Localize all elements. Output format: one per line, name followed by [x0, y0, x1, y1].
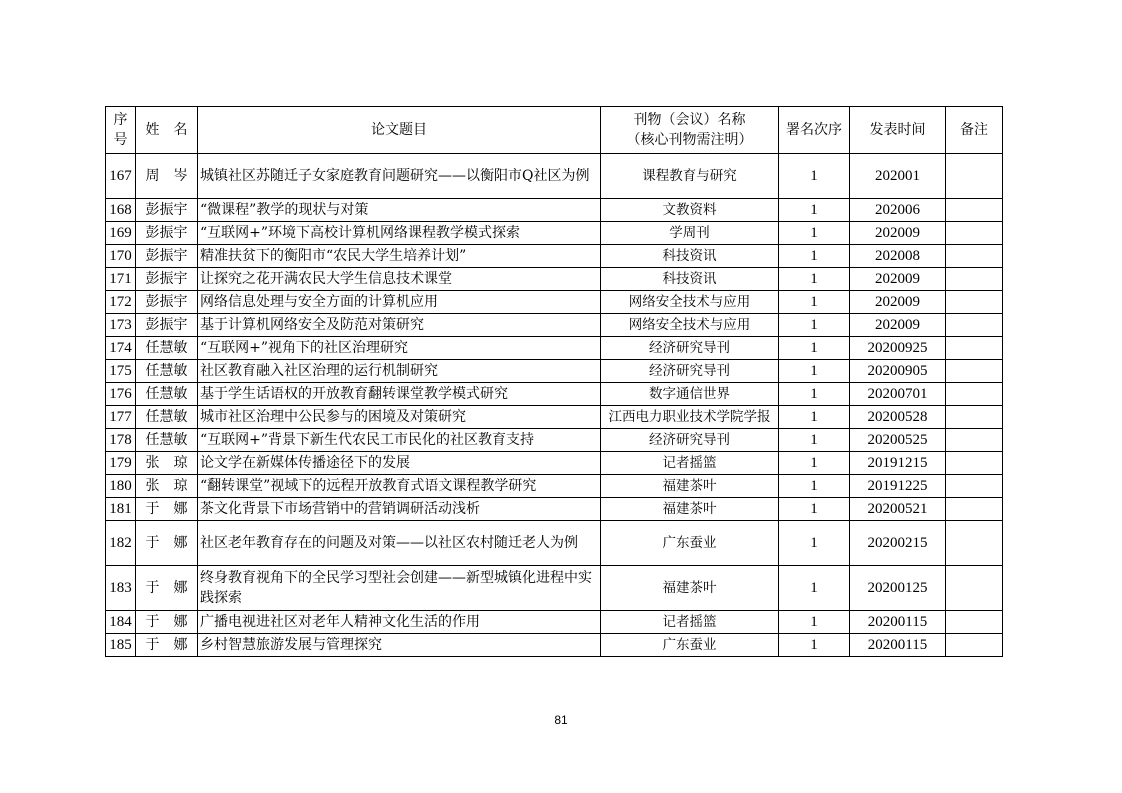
cell-journal: 记者摇篮	[601, 611, 779, 634]
cell-date: 20191225	[850, 475, 946, 498]
cell-title: 茶文化背景下市场营销中的营销调研活动浅析	[198, 498, 601, 521]
cell-date: 202009	[850, 222, 946, 245]
cell-name: 于 娜	[136, 566, 198, 611]
cell-name: 张 琼	[136, 452, 198, 475]
cell-seq: 178	[106, 429, 136, 452]
cell-order: 1	[779, 429, 850, 452]
cell-remark	[946, 498, 1003, 521]
cell-remark	[946, 291, 1003, 314]
cell-title: 广播电视进社区对老年人精神文化生活的作用	[198, 611, 601, 634]
cell-seq: 177	[106, 406, 136, 429]
header-name: 姓 名	[136, 107, 198, 154]
cell-title: “互联网+”环境下高校计算机网络课程教学模式探索	[198, 222, 601, 245]
cell-seq: 173	[106, 314, 136, 337]
header-title: 论文题目	[198, 107, 601, 154]
cell-name: 彭振宇	[136, 268, 198, 291]
cell-date: 20200905	[850, 360, 946, 383]
cell-journal: 经济研究导刊	[601, 360, 779, 383]
cell-order: 1	[779, 634, 850, 657]
cell-remark	[946, 521, 1003, 566]
header-seq: 序号	[106, 107, 136, 154]
table-row	[106, 314, 1003, 337]
cell-name: 任慧敏	[136, 406, 198, 429]
header-row	[106, 107, 1003, 154]
cell-seq: 168	[106, 199, 136, 222]
cell-date: 202009	[850, 314, 946, 337]
cell-journal: 广东蚕业	[601, 634, 779, 657]
cell-title: 网络信息处理与安全方面的计算机应用	[198, 291, 601, 314]
cell-name: 彭振宇	[136, 245, 198, 268]
cell-order: 1	[779, 291, 850, 314]
cell-date: 20200925	[850, 337, 946, 360]
cell-order: 1	[779, 406, 850, 429]
cell-date: 20200215	[850, 521, 946, 566]
header-order: 署名次序	[779, 107, 850, 154]
table-row	[106, 360, 1003, 383]
cell-journal: 网络安全技术与应用	[601, 314, 779, 337]
cell-name: 张 琼	[136, 475, 198, 498]
cell-remark	[946, 337, 1003, 360]
cell-journal: 广东蚕业	[601, 521, 779, 566]
cell-date: 20200525	[850, 429, 946, 452]
cell-seq: 167	[106, 154, 136, 199]
cell-journal: 福建茶叶	[601, 566, 779, 611]
cell-order: 1	[779, 199, 850, 222]
table-row	[106, 452, 1003, 475]
cell-journal: 学周刊	[601, 222, 779, 245]
header-journal-line1: 刊物（会议）名称	[633, 112, 746, 128]
cell-order: 1	[779, 222, 850, 245]
cell-order: 1	[779, 314, 850, 337]
table-row	[106, 634, 1003, 657]
cell-journal: 科技资讯	[601, 268, 779, 291]
cell-seq: 176	[106, 383, 136, 406]
table-row	[106, 245, 1003, 268]
cell-remark	[946, 154, 1003, 199]
cell-remark	[946, 475, 1003, 498]
cell-journal: 经济研究导刊	[601, 429, 779, 452]
cell-remark	[946, 199, 1003, 222]
cell-order: 1	[779, 452, 850, 475]
cell-order: 1	[779, 360, 850, 383]
cell-name: 周 岑	[136, 154, 198, 199]
cell-journal: 网络安全技术与应用	[601, 291, 779, 314]
cell-name: 任慧敏	[136, 383, 198, 406]
cell-order: 1	[779, 383, 850, 406]
cell-name: 任慧敏	[136, 337, 198, 360]
cell-journal: 文教资料	[601, 199, 779, 222]
table-row	[106, 291, 1003, 314]
cell-date: 20200521	[850, 498, 946, 521]
cell-date: 20200115	[850, 611, 946, 634]
table-row	[106, 199, 1003, 222]
cell-title: “互联网+”背景下新生代农民工市民化的社区教育支持	[198, 429, 601, 452]
cell-order: 1	[779, 611, 850, 634]
cell-journal: 福建茶叶	[601, 475, 779, 498]
cell-remark	[946, 429, 1003, 452]
table-row	[106, 611, 1003, 634]
cell-seq: 181	[106, 498, 136, 521]
cell-title: 论文学在新媒体传播途径下的发展	[198, 452, 601, 475]
table-row	[106, 429, 1003, 452]
cell-date: 20200528	[850, 406, 946, 429]
cell-order: 1	[779, 245, 850, 268]
cell-seq: 174	[106, 337, 136, 360]
table-row	[106, 154, 1003, 199]
cell-seq: 169	[106, 222, 136, 245]
cell-seq: 172	[106, 291, 136, 314]
cell-seq: 171	[106, 268, 136, 291]
cell-date: 202008	[850, 245, 946, 268]
cell-remark	[946, 222, 1003, 245]
cell-journal: 经济研究导刊	[601, 337, 779, 360]
cell-seq: 179	[106, 452, 136, 475]
cell-remark	[946, 314, 1003, 337]
cell-order: 1	[779, 337, 850, 360]
cell-journal: 科技资讯	[601, 245, 779, 268]
cell-seq: 185	[106, 634, 136, 657]
table-row	[106, 383, 1003, 406]
cell-date: 20191215	[850, 452, 946, 475]
cell-name: 彭振宇	[136, 199, 198, 222]
cell-journal: 数字通信世界	[601, 383, 779, 406]
cell-title: “翻转课堂”视域下的远程开放教育式语文课程教学研究	[198, 475, 601, 498]
page-number: 81	[554, 713, 568, 727]
cell-name: 于 娜	[136, 521, 198, 566]
cell-date: 202009	[850, 291, 946, 314]
header-remark: 备注	[946, 107, 1003, 154]
cell-title: 城市社区治理中公民参与的困境及对策研究	[198, 406, 601, 429]
cell-title: 社区老年教育存在的问题及对策——以社区农村随迁老人为例	[198, 521, 601, 566]
cell-seq: 182	[106, 521, 136, 566]
papers-table	[105, 106, 1003, 657]
header-journal-line2: （核心刊物需注明）	[626, 132, 753, 148]
header-journal	[601, 107, 779, 154]
cell-order: 1	[779, 566, 850, 611]
cell-remark	[946, 360, 1003, 383]
table-row	[106, 337, 1003, 360]
cell-seq: 183	[106, 566, 136, 611]
table-row	[106, 521, 1003, 566]
cell-title: 社区教育融入社区治理的运行机制研究	[198, 360, 601, 383]
cell-title: 精准扶贫下的衡阳市“农民大学生培养计划”	[198, 245, 601, 268]
cell-remark	[946, 611, 1003, 634]
cell-title: 让探究之花开满农民大学生信息技术课堂	[198, 268, 601, 291]
cell-remark	[946, 383, 1003, 406]
cell-remark	[946, 566, 1003, 611]
cell-title: 终身教育视角下的全民学习型社会创建——新型城镇化进程中实践探索	[198, 566, 601, 611]
cell-name: 彭振宇	[136, 222, 198, 245]
cell-order: 1	[779, 475, 850, 498]
table-row	[106, 498, 1003, 521]
cell-title: 乡村智慧旅游发展与管理探究	[198, 634, 601, 657]
table-row	[106, 268, 1003, 291]
header-date: 发表时间	[850, 107, 946, 154]
cell-name: 于 娜	[136, 634, 198, 657]
cell-date: 202006	[850, 199, 946, 222]
cell-seq: 180	[106, 475, 136, 498]
cell-journal: 福建茶叶	[601, 498, 779, 521]
cell-name: 彭振宇	[136, 291, 198, 314]
cell-name: 任慧敏	[136, 429, 198, 452]
cell-title: “互联网+”视角下的社区治理研究	[198, 337, 601, 360]
cell-seq: 170	[106, 245, 136, 268]
table-row	[106, 222, 1003, 245]
cell-date: 20200701	[850, 383, 946, 406]
cell-seq: 175	[106, 360, 136, 383]
cell-journal: 课程教育与研究	[601, 154, 779, 199]
cell-date: 202009	[850, 268, 946, 291]
cell-title: 城镇社区苏随迁子女家庭教育问题研究——以衡阳市Q社区为例	[198, 154, 601, 199]
cell-seq: 184	[106, 611, 136, 634]
cell-remark	[946, 245, 1003, 268]
cell-order: 1	[779, 521, 850, 566]
table-row	[106, 475, 1003, 498]
table-row	[106, 406, 1003, 429]
cell-name: 任慧敏	[136, 360, 198, 383]
cell-date: 202001	[850, 154, 946, 199]
cell-name: 彭振宇	[136, 314, 198, 337]
cell-remark	[946, 452, 1003, 475]
cell-title: 基于计算机网络安全及防范对策研究	[198, 314, 601, 337]
cell-date: 20200115	[850, 634, 946, 657]
cell-remark	[946, 634, 1003, 657]
cell-name: 于 娜	[136, 611, 198, 634]
cell-order: 1	[779, 268, 850, 291]
cell-remark	[946, 406, 1003, 429]
cell-remark	[946, 268, 1003, 291]
cell-order: 1	[779, 154, 850, 199]
cell-journal: 江西电力职业技术学院学报	[601, 406, 779, 429]
cell-name: 于 娜	[136, 498, 198, 521]
cell-journal: 记者摇篮	[601, 452, 779, 475]
cell-order: 1	[779, 498, 850, 521]
cell-title: “微课程”教学的现状与对策	[198, 199, 601, 222]
cell-title: 基于学生话语权的开放教育翻转课堂教学模式研究	[198, 383, 601, 406]
table-row	[106, 566, 1003, 611]
cell-date: 20200125	[850, 566, 946, 611]
